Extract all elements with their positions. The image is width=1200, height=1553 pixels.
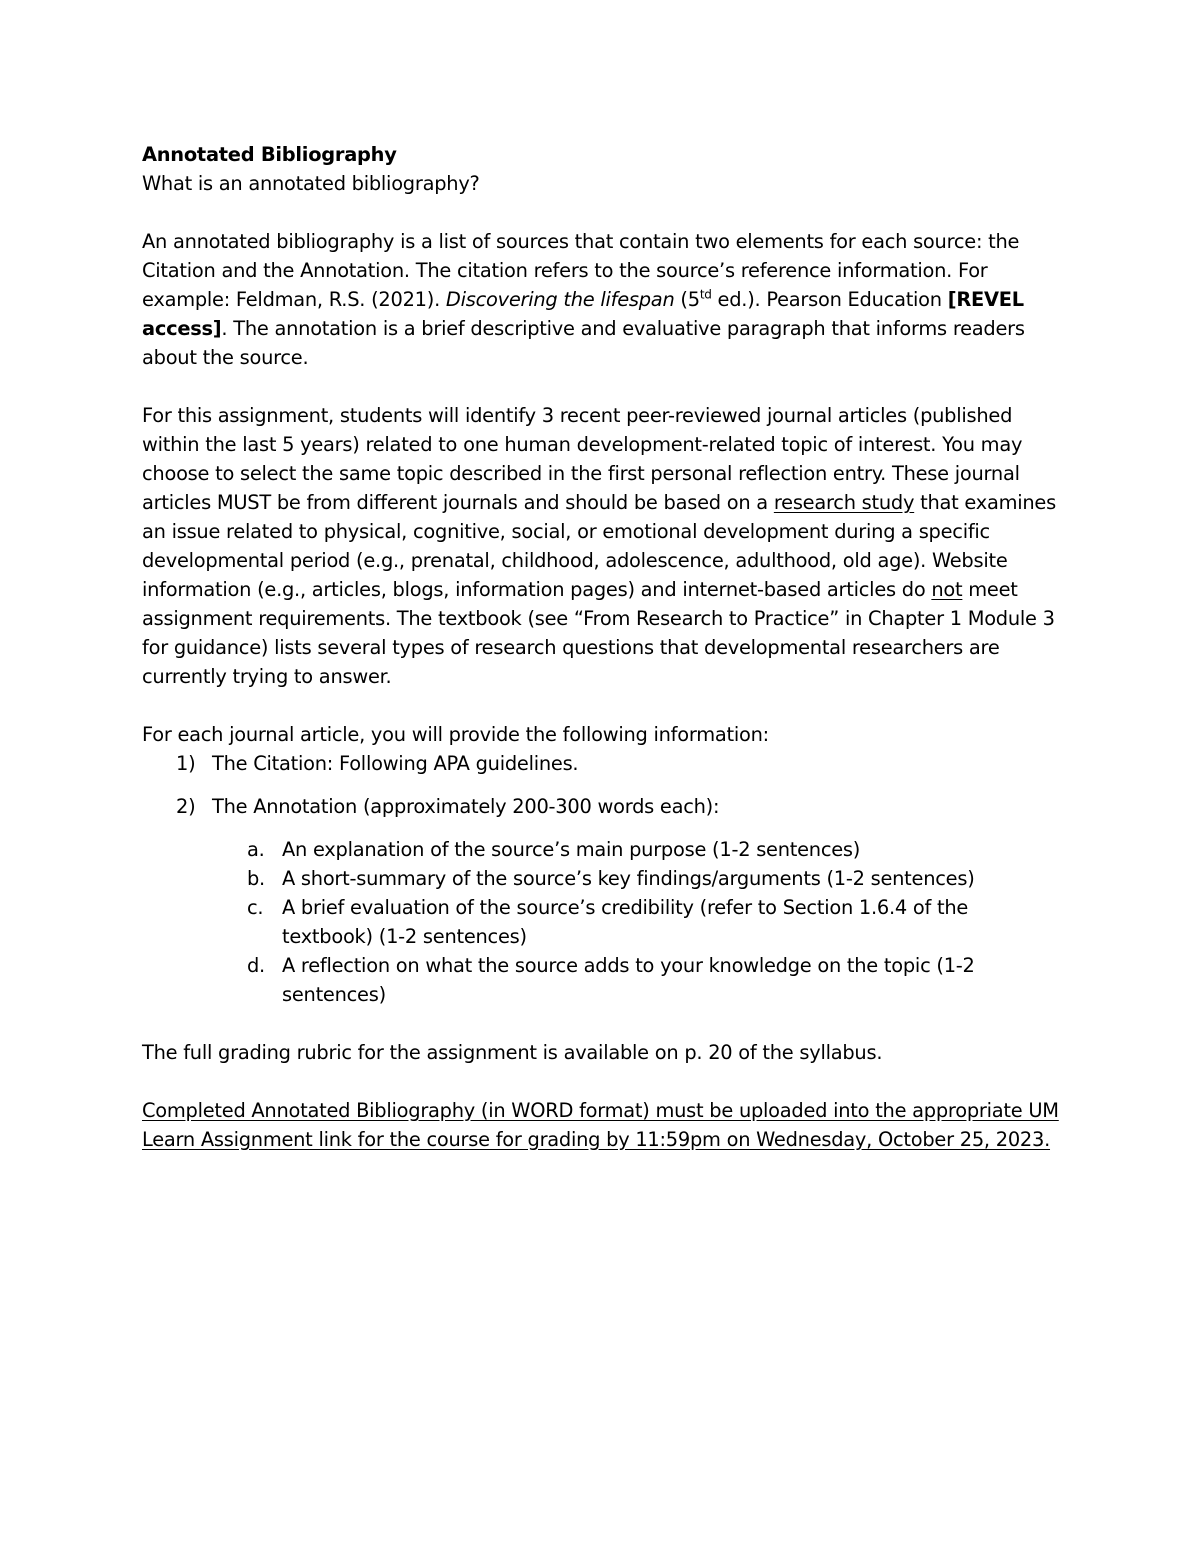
- list-item-text: The Citation: Following APA guidelines.: [212, 752, 579, 775]
- spacer: [142, 1067, 1060, 1096]
- list-item: [142, 951, 1060, 1009]
- document-title: Annotated Bibliography: [142, 143, 397, 166]
- list-intro: For each journal article, you will provide the following information:: [142, 723, 769, 746]
- assignment-text-c: meet assignment requirements. The textbook (see “From Research to Practice” in Chapter 1 Module 3 for guidance) lists several types of research questions that developmental researchers are currently trying to answer.: [142, 578, 1055, 688]
- list-marker: 1): [176, 752, 196, 775]
- list-marker: d.: [247, 954, 265, 977]
- document-subtitle: What is an annotated bibliography?: [142, 172, 480, 195]
- list-item: [142, 792, 1060, 821]
- definition-text-c: ed.). Pearson Education: [711, 288, 948, 311]
- document-page: [142, 140, 1060, 1154]
- spacer: [142, 1009, 1060, 1038]
- rubric-note: The full grading rubric for the assignment is available on p. 20 of the syllabus.: [142, 1041, 883, 1064]
- edition-superscript: td: [699, 287, 712, 302]
- list-item-text: A brief evaluation of the source’s credibility (refer to Section 1.6.4 of the textbook) (1-2 sentences): [282, 896, 969, 948]
- research-study-underline: research study: [773, 491, 915, 514]
- book-title: Discovering the lifespan: [445, 288, 675, 311]
- definition-paragraph: [142, 227, 1060, 372]
- not-underline: not: [931, 578, 963, 601]
- spacer: [142, 691, 1060, 720]
- definition-text-d: . The annotation is a brief descriptive and evaluative paragraph that informs readers about the source.: [142, 317, 1025, 369]
- assignment-paragraph: [142, 401, 1060, 691]
- list-marker: 2): [176, 795, 196, 818]
- list-item-text: A short-summary of the source’s key findings/arguments (1-2 sentences): [282, 867, 975, 890]
- lettered-list: [142, 835, 1060, 1009]
- list-item-text: A reflection on what the source adds to your knowledge on the topic (1-2 sentences): [282, 954, 975, 1006]
- list-marker: b.: [247, 867, 265, 890]
- list-marker: c.: [247, 896, 264, 919]
- spacer: [142, 372, 1060, 401]
- assignment-text-a: For this assignment, students will identify 3 recent peer-reviewed journal articles (published within the last 5 years) related to one human development-related topic of interest. You may choose to select the same topic described in the first personal reflection entry. These journal articles MUST be from different journals and should be based on a: [142, 404, 1023, 514]
- assignment-text-b: that examines an issue related to physical, cognitive, social, or emotional development during a specific developmental period (e.g., prenatal, childhood, adolescence, adulthood, old age). Website information (e.g., articles, blogs, information pages) and internet-based articles do: [142, 491, 1056, 601]
- spacer: [142, 198, 1060, 227]
- list-item: [142, 835, 1060, 864]
- list-item: [142, 864, 1060, 893]
- definition-text-b: (5: [674, 288, 700, 311]
- list-item-text: An explanation of the source’s main purpose (1-2 sentences): [282, 838, 861, 861]
- list-item: [142, 893, 1060, 951]
- list-item: [142, 749, 1060, 778]
- numbered-list: [142, 749, 1060, 821]
- revel-access: [REVEL access]: [142, 288, 1024, 340]
- definition-text-a: An annotated bibliography is a list of sources that contain two elements for each source: the Citation and the Annotation. The citation refers to the source’s reference information. For example: Feldman, R.S. (2021).: [142, 230, 1020, 311]
- list-marker: a.: [247, 838, 265, 861]
- deadline-notice: Completed Annotated Bibliography (in WORD format) must be uploaded into the appropriate UM Learn Assignment link for the course for grading by 11:59pm on Wednesday, October 25, 2023.: [142, 1099, 1059, 1151]
- list-item-text: The Annotation (approximately 200-300 words each):: [212, 795, 720, 818]
